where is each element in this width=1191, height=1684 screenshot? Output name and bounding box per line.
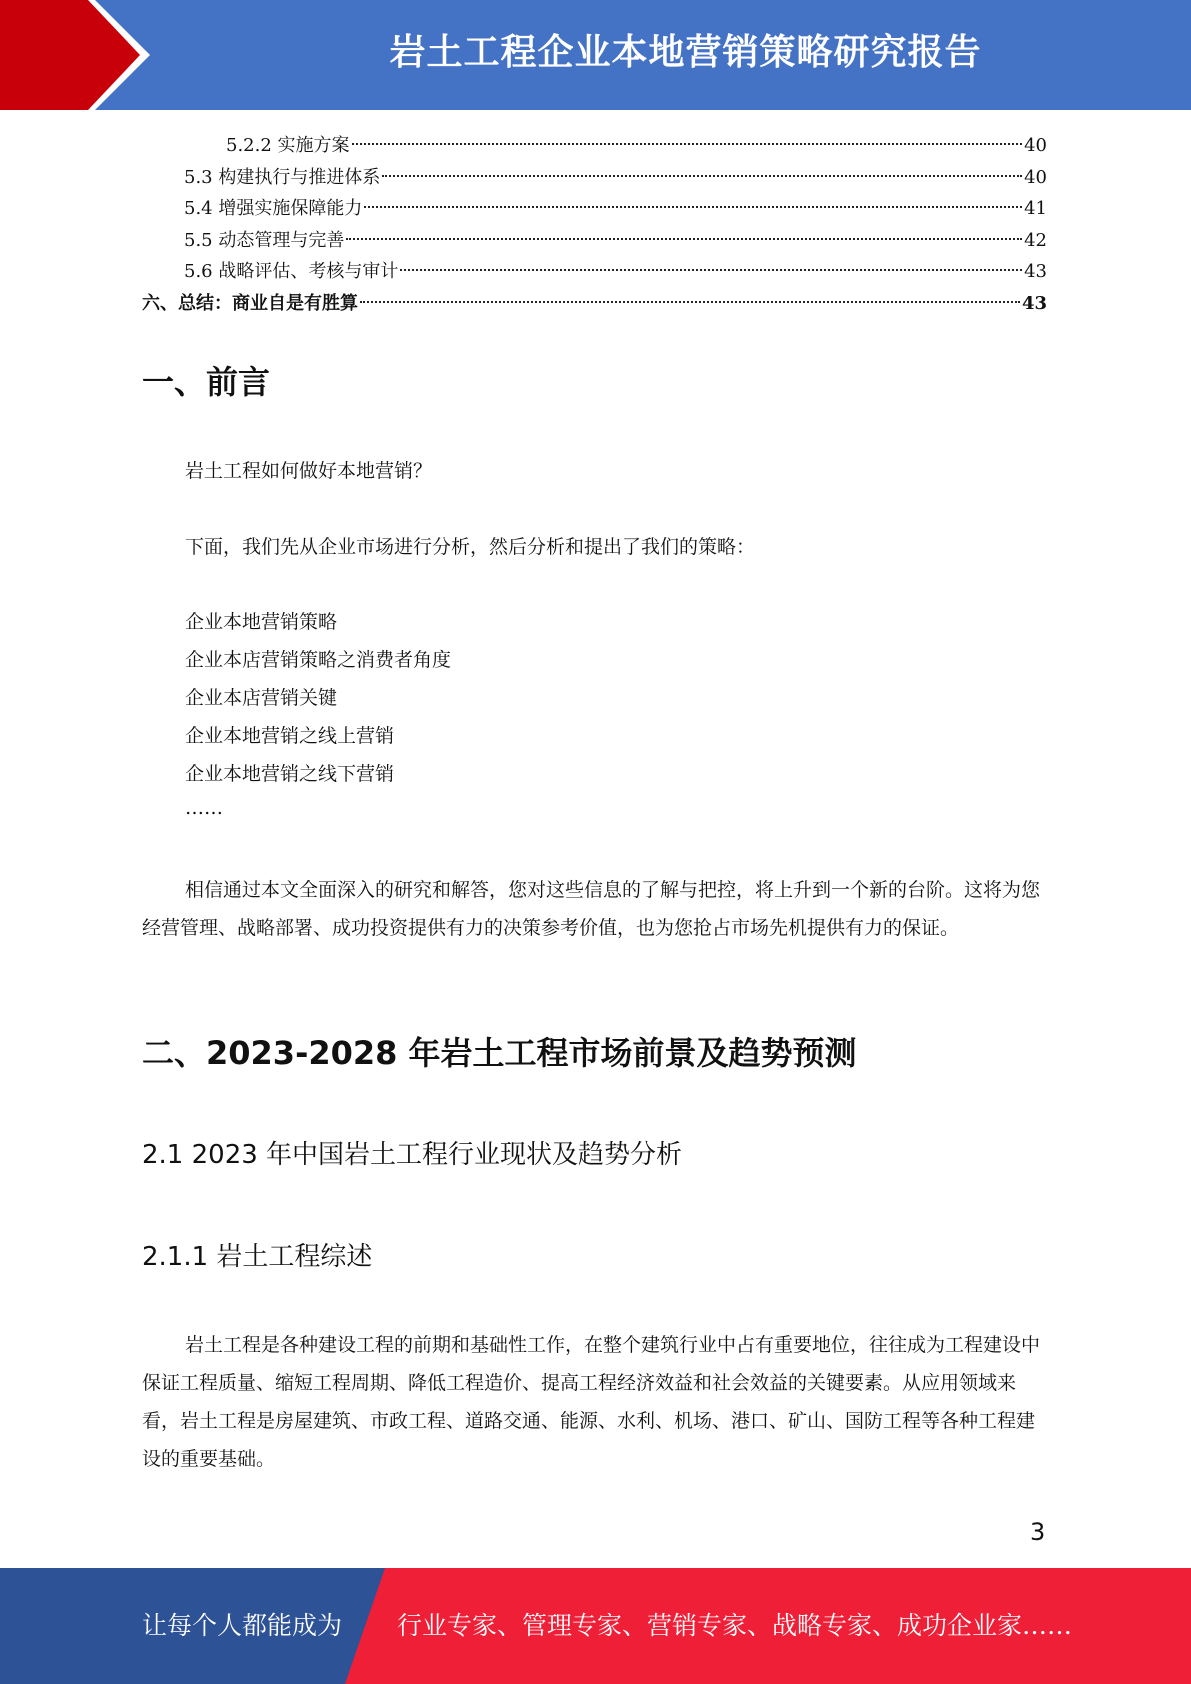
footer-slogan: 让每个人都能成为 <box>142 1611 343 1640</box>
header-chevron-arrow <box>0 0 150 110</box>
toc-entry-page: 43 <box>1021 292 1047 314</box>
footer-roles: 行业专家、管理专家、营销专家、战略专家、成功企业家…… <box>397 1611 1073 1640</box>
toc-entry-page: 43 <box>1024 261 1047 282</box>
toc-entry-label: 5.3 构建执行与推进体系 <box>184 166 381 188</box>
preface-question: 岩土工程如何做好本地营销？ <box>185 460 433 482</box>
page-number: 3 <box>1030 1518 1046 1546</box>
toc-entry[interactable] <box>142 162 1047 194</box>
section-heading-market-forecast: 二、2023-2028 年岩土工程市场前景及趋势预测 <box>142 1034 857 1072</box>
toc-entry[interactable] <box>142 225 1047 257</box>
strategy-list-item: 企业本店营销策略之消费者角度 <box>185 649 452 671</box>
report-title: 岩土工程企业本地营销策略研究报告 <box>389 32 982 73</box>
strategy-list-ellipsis: …… <box>185 797 223 819</box>
subsection-heading-status: 2.1 2023 年中国岩土工程行业现状及趋势分析 <box>142 1140 683 1170</box>
subsection-heading-overview: 2.1.1 岩土工程综述 <box>142 1242 373 1272</box>
toc-entry[interactable] <box>142 130 1047 162</box>
toc-entry-label: 5.6 战略评估、考核与审计 <box>184 261 399 282</box>
toc-entry-page: 42 <box>1024 229 1047 251</box>
strategy-list-item: 企业本地营销策略 <box>185 611 338 633</box>
preface-closing-paragraph: 相信通过本文全面深入的研究和解答，您对这些信息的了解与把控，将上升到一个新的台阶。这将为您经营管理、战略部署、成功投资提供有力的决策参考价值，也为您抢占市场先机提供有力的保证。 <box>142 879 1041 939</box>
toc-leader <box>360 301 1020 303</box>
toc-leader <box>364 206 1022 208</box>
toc-leader <box>346 238 1022 240</box>
toc-leader <box>352 143 1023 145</box>
toc-leader <box>382 175 1022 177</box>
toc-entry-label: 5.2.2 实施方案 <box>226 135 350 156</box>
toc-entry[interactable] <box>142 256 1047 288</box>
toc-leader <box>400 269 1022 271</box>
page-footer <box>0 1568 1191 1684</box>
section-heading-preface: 一、前言 <box>142 363 271 401</box>
strategy-list-item: 企业本地营销之线下营销 <box>185 763 395 785</box>
page-header <box>0 0 1191 110</box>
toc-entry-label: 5.4 增强实施保障能力 <box>184 198 363 219</box>
strategy-list-item: 企业本地营销之线上营销 <box>185 725 395 747</box>
strategy-list-item: 企业本店营销关键 <box>185 687 338 709</box>
toc-entry[interactable] <box>142 193 1047 225</box>
overview-paragraph: 岩土工程是各种建设工程的前期和基础性工作，在整个建筑行业中占有重要地位，往往成为工程建设中保证工程质量、缩短工程周期、降低工程造价、提高工程经济效益和社会效益的关键要素。从应用领域来看，岩土工程是房屋建筑、市政工程、道路交通、能源、水利、机场、港口、矿山、国防工程等各种工程建设的重要基础。 <box>142 1334 1041 1470</box>
preface-intro: 下面，我们先从企业市场进行分析，然后分析和提出了我们的策略： <box>185 536 756 558</box>
toc-entry[interactable] <box>142 288 1047 320</box>
toc-entry-page: 40 <box>1024 166 1047 188</box>
toc-entry-page: 40 <box>1024 135 1047 156</box>
toc-entry-page: 41 <box>1024 198 1047 219</box>
toc-entry-label: 5.5 动态管理与完善 <box>184 229 345 251</box>
table-of-contents <box>142 130 1047 319</box>
toc-entry-label: 六、总结：商业自是有胜算 <box>142 292 358 314</box>
